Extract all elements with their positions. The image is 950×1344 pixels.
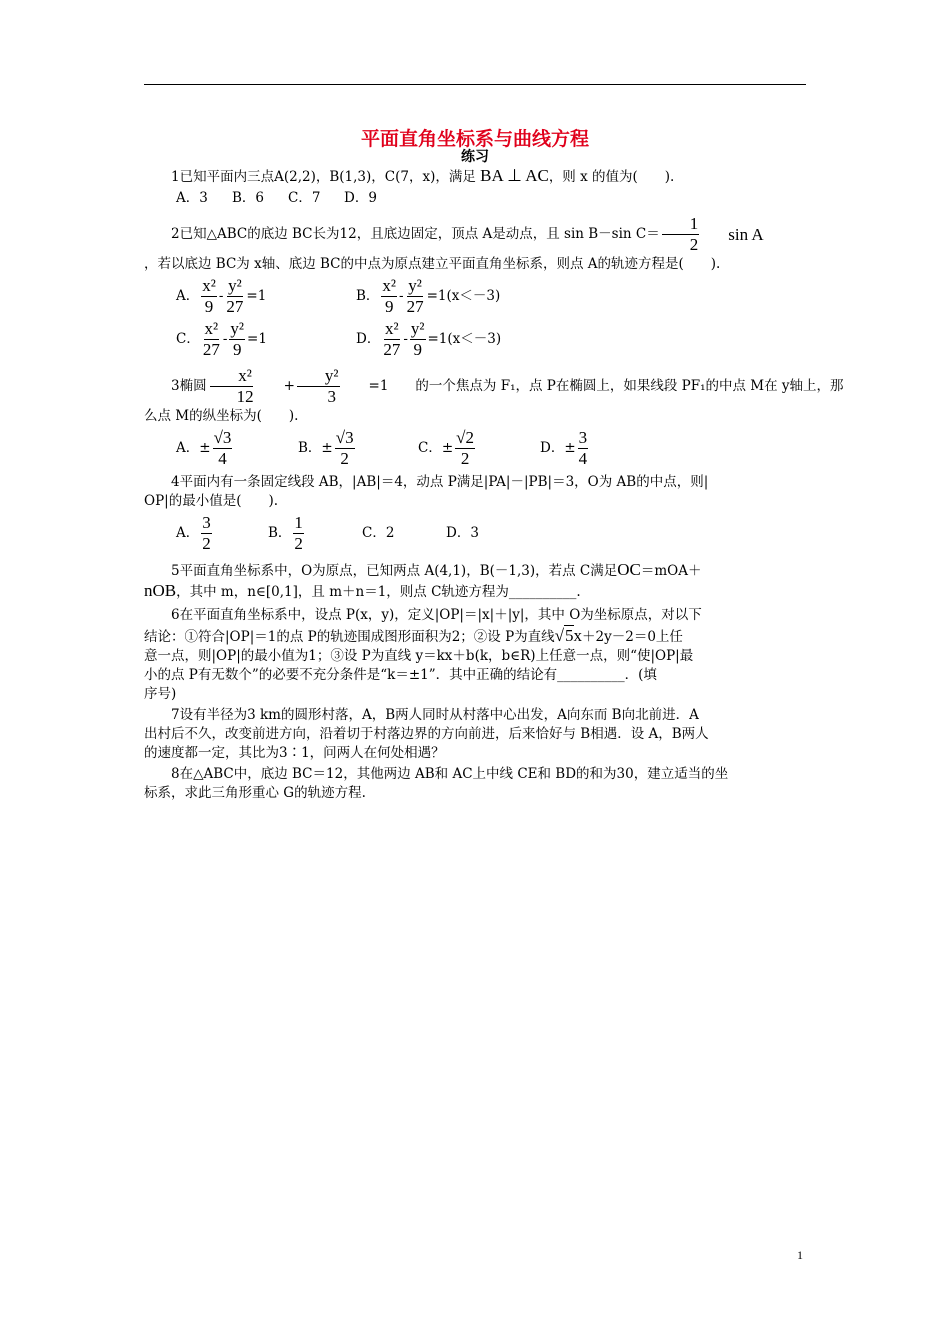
header-rule (144, 84, 806, 85)
exercise-content (144, 166, 844, 803)
q4-option-b: B． $\frac{1}{2}$ (268, 513, 303, 553)
q1-options (144, 189, 808, 208)
q2-option-c: C． $\frac{\text{x²}}{27}$ - $\frac{\text{y²}}{9}$ =1 (176, 319, 267, 359)
q2-text-continued: ，若以底边 BC为 x轴、底边 BC的中点为原点建立平面直角坐标系，则点 A的轨迹方程是( ). (144, 256, 721, 272)
q6-sqrt-expression: √5x (554, 626, 583, 645)
question-2: 2已知△ABC的底边 BC长为12，且底边固定，顶点 A是动点，且 sin B－sin C＝ $\frac{1}{2}$ sin A ，若以底边 BC为 x轴、底边 BC的中点为原点建立平面直角坐标系，则点 A的轨迹方程是( ). A． $\frac{\text{x²}}{9}$ - $\frac{\text{y²}}{27}$ =1 B． $\frac{\text{x²}}{9}$ - $\frac{\text{y²}}{27}$ =1 (x＜－3) C． $\frac{\text{x²}}{27}$ - $\frac{\text{y²}}{9}$ =1 D． $\frac{\text{x²}}{27}$ - $\frac{\text{y²}}{9}$ =1 (x＜－3) (144, 214, 808, 360)
q1-vector-condition: BA ⊥ AC (480, 166, 549, 185)
q2-option-a: A． $\frac{\text{x²}}{9}$ - $\frac{\text{y²}}{27}$ =1 (176, 276, 267, 316)
question-3: 3椭圆 $\frac{\text{x²}}{12}$ + $\frac{\text{y²}}{3}$ =1 的一个焦点为 F₁，点 P在椭圆上，如果线段 PF₁的中点 M在 y轴上，那 么点 M的纵坐标为( ). A． ± $\frac{√3}{4}$ B． ± $\frac{√3}{2}$ C． ± $\frac{√2}{2}$ D． ± $\frac{3}{4}$ (144, 366, 844, 468)
q3-option-c: C． ± $\frac{√2}{2}$ (418, 428, 474, 468)
q4-option-c: C．2 (362, 525, 395, 541)
question-8: 8在△ABC中，底边 BC＝12，其他两边 AB和 AC上中线 CE和 BD的和为30，建立适当的坐 标系，求此三角形重心 G的轨迹方程. (144, 766, 729, 801)
q2-options-row-1 (144, 276, 808, 317)
q1-option-a: A．3 (176, 190, 208, 206)
q3-option-a: A． ± $\frac{√3}{4}$ (176, 428, 232, 468)
page-subtitle: 练习 (461, 149, 489, 165)
q2-half-fraction: $\frac{1}{2}$ (662, 214, 700, 255)
q3-option-d: D． ± $\frac{3}{4}$ (540, 428, 588, 468)
q4-options (144, 513, 808, 554)
q3-options (144, 428, 808, 469)
question-4: 4平面内有一条固定线段 AB，|AB|＝4，动点 P满足|PA|－|PB|＝3，O为 AB的中点，则| OP|的最小值是( ). A． $\frac{3}{2}$ B． $\frac{1}{2}$ C．2 D．3 (144, 473, 808, 554)
question-5: 5平面直角坐标系中，O为原点，已知两点 A(4,1)，B(－1,3)，若点 C满足OC＝mOA＋ nOB，其中 m，n∈[0,1]，且 m＋n＝1，则点 C轨迹方程为__________. (144, 560, 702, 600)
q5-vector-oc: OC (617, 560, 641, 579)
page-title: 平面直角坐标系与曲线方程 (360, 128, 589, 150)
q1-option-b: B．6 (232, 190, 265, 206)
q1-points: A(2,2)，B(1,3)，C(7，x) (274, 169, 436, 185)
page-number: 1 (797, 1248, 803, 1262)
q4-option-a: A． $\frac{3}{2}$ (176, 513, 211, 553)
q5-vector-ob: nOB (144, 581, 177, 600)
question-1: 1已知平面内三点A(2,2)，B(1,3)，C(7，x)，满足 BA ⊥ AC，则 x 的值为( ). A．3 B．6 C．7 D．9 (144, 166, 808, 208)
q1-option-d: D．9 (344, 190, 377, 206)
question-6: 6在平面直角坐标系中，设点 P(x，y)，定义|OP|＝|x|＋|y|，其中 O为坐标原点，对以下 结论：①符合|OP|＝1的点 P的轨迹围成图形面积为2；②设 P为直线√5x＋2y－2＝0上任 意一点，则|OP|的最小值为1；③设 P为直线 y＝kx＋b(k，b∈R)上任意一点，则“使|OP|最 小的点 P有无数个”的必要不充分条件是“k＝±1”．其中正确的结论有__________．(填 序号) (144, 607, 702, 702)
q3-option-b: B． ± $\frac{√3}{2}$ (298, 428, 354, 468)
q1-option-c: C．7 (288, 190, 321, 206)
q2-options-row-2 (144, 319, 808, 360)
q2-option-d: D． $\frac{\text{x²}}{27}$ - $\frac{\text{y²}}{9}$ =1 (x＜－3) (356, 319, 502, 359)
q2-option-b: B． $\frac{\text{x²}}{9}$ - $\frac{\text{y²}}{27}$ =1 (x＜－3) (356, 276, 501, 316)
q4-option-d: D．3 (446, 525, 479, 541)
question-7: 7设有半径为3 km的圆形村落，A，B两人同时从村落中心出发，A向东而 B向北前进．A 出村后不久，改变前进方向，沿着切于村落边界的方向前进，后来恰好与 B相遇．设 A，B两人 的速度都一定，其比为3∶1，问两人在何处相遇？ (144, 707, 709, 761)
